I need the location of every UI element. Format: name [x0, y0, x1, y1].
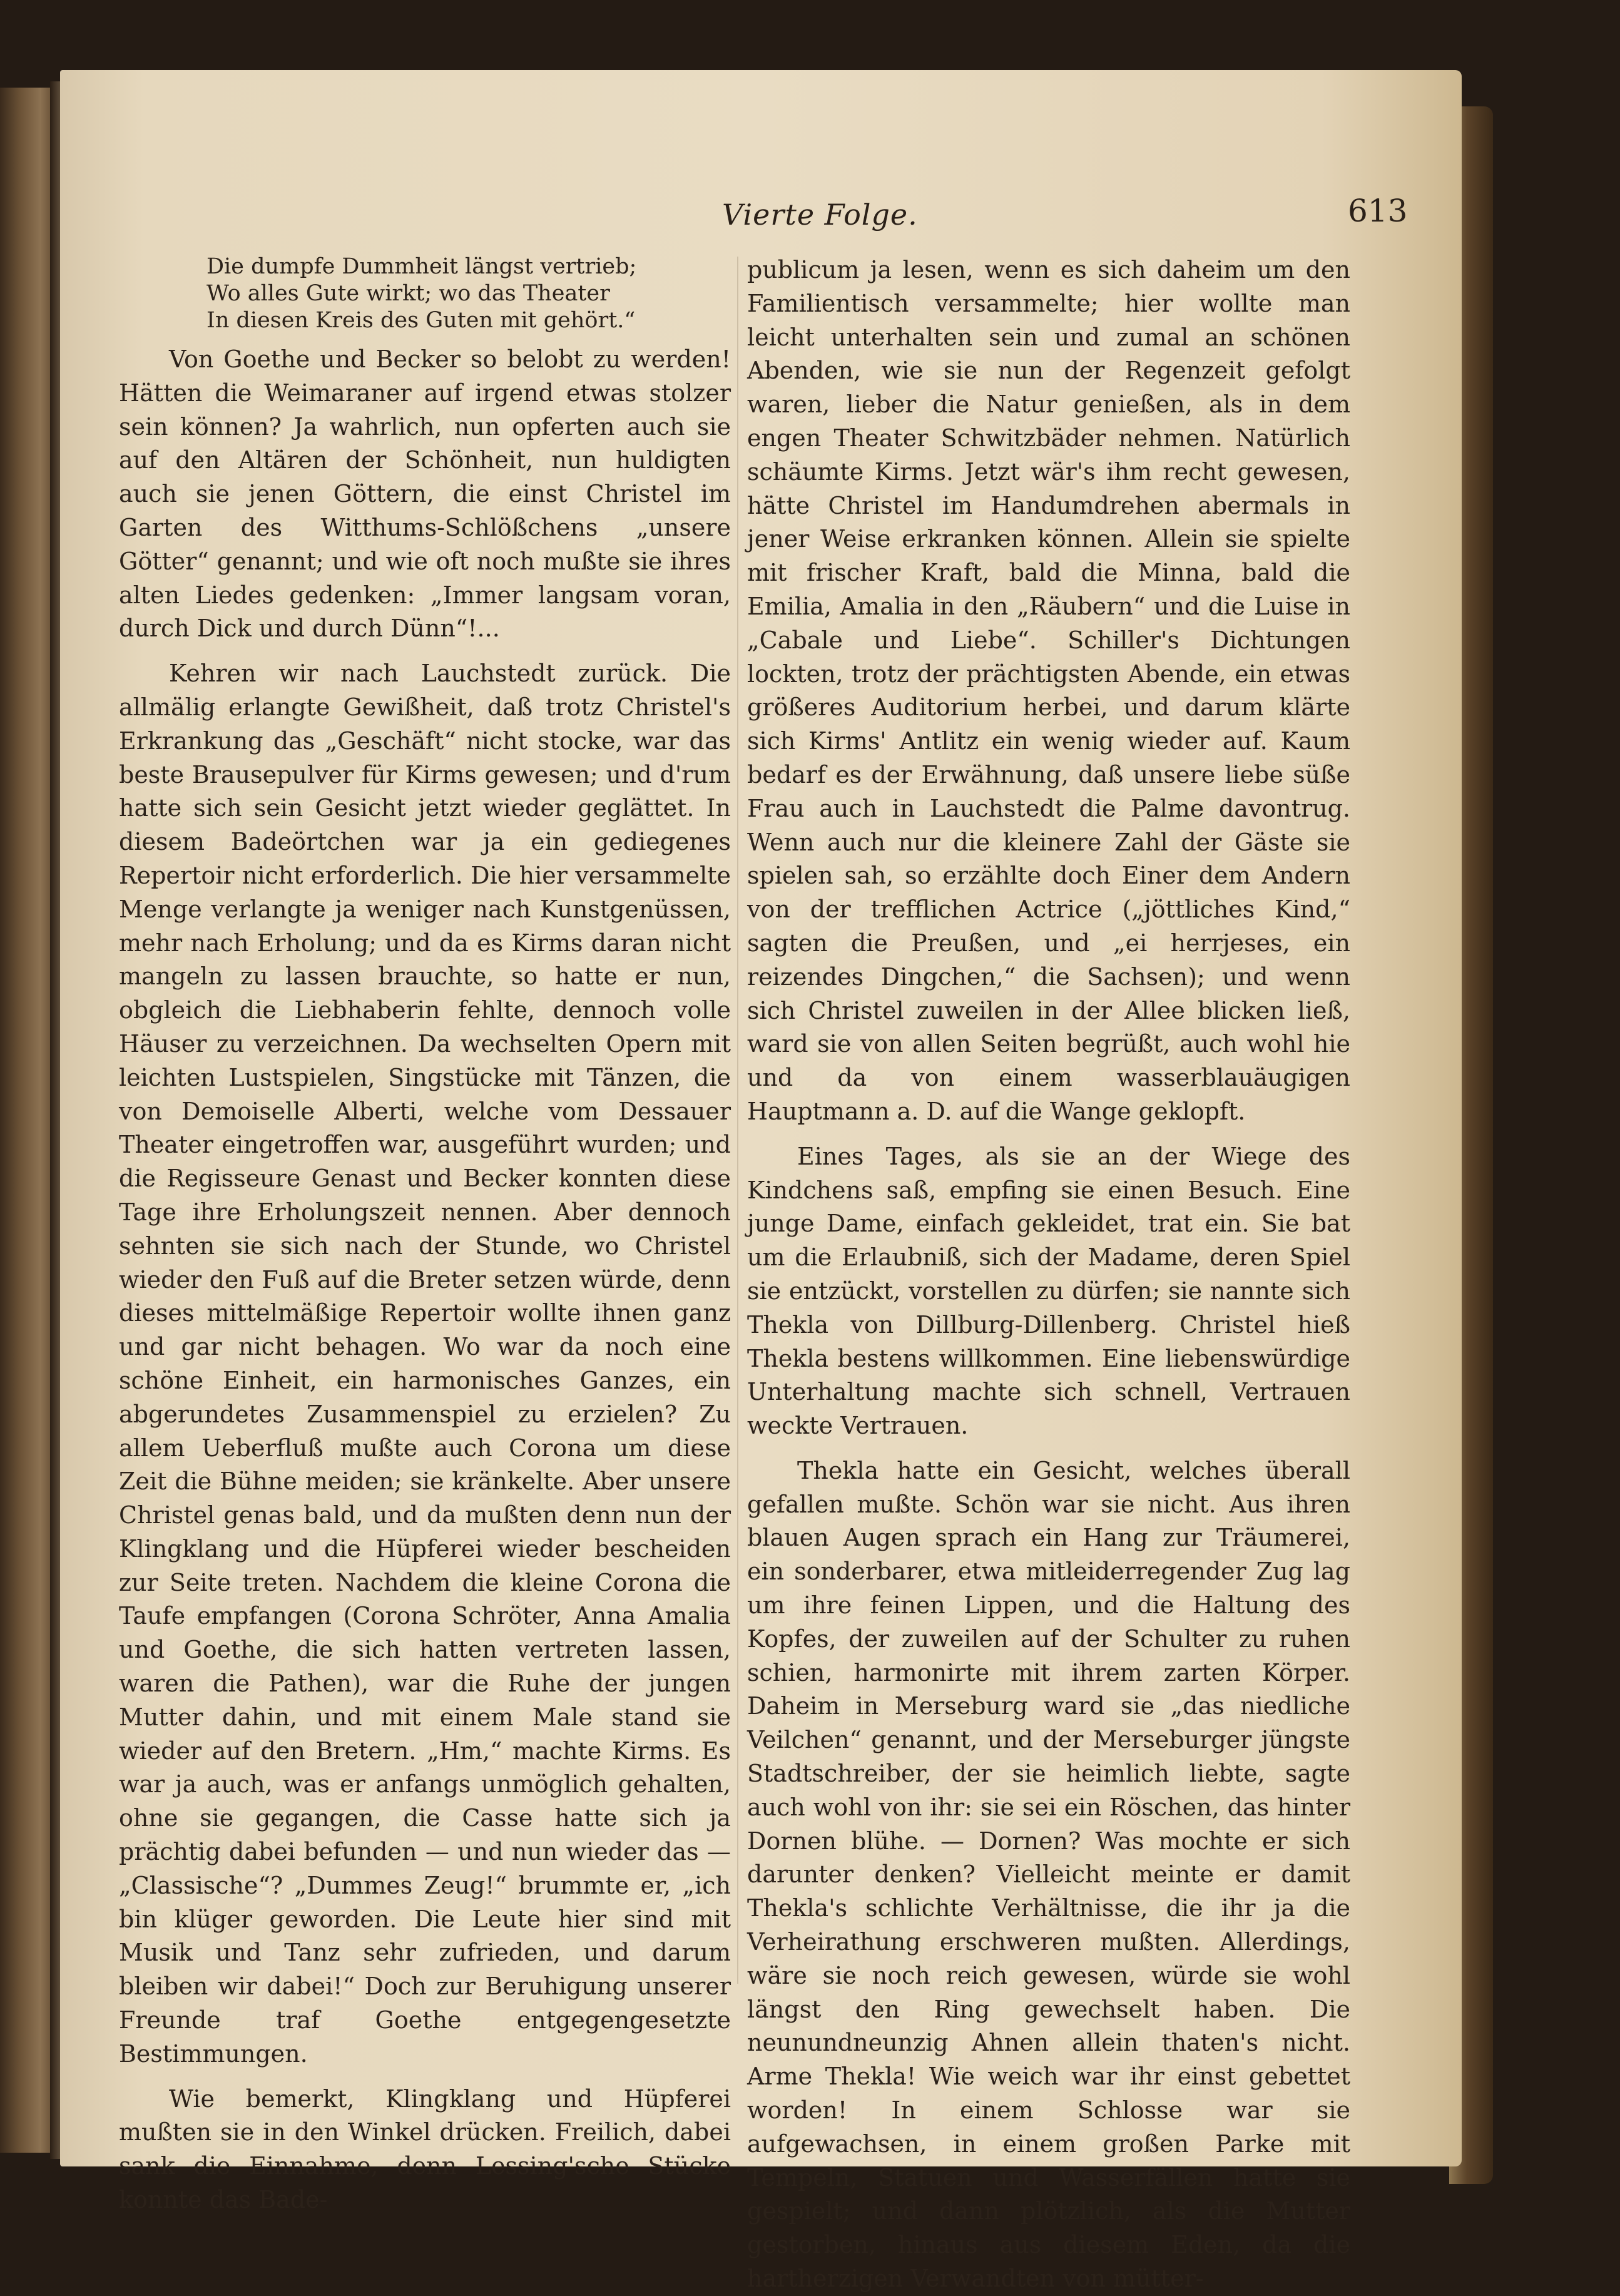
verse-line: Wo alles Gute wirkt; wo das Theater: [206, 281, 610, 306]
paragraph: Thekla hatte ein Gesicht, welches überall gefallen mußte. Schön war sie nicht. Aus ihren blauen Augen sprach ein Hang zur Träumerei, ein sonderbarer, etwa mitleiderregender Zug lag um ihre feinen Lippen, und die Haltung des Kopfes, der zuweilen auf der Schulter zu ruhen schien, harmonirte mit ihrem zarten Körper. Daheim in Merseburg ward sie „das niedliche Veilchen“ genannt, und der Merseburger jüngste Stadtschreiber, der sie heimlich liebte, sagte auch wohl von ihr: sie sei ein Röschen, das hinter Dornen blühe. — Dornen? Was mochte er sich darunter denken? Vielleicht meinte er damit Thekla's schlichte Verhältnisse, die ihr ja die Verheirathung erschweren mußten. Allerdings, wäre sie noch reich gewesen, würde sie wohl längst den Ring gewechselt haben. Die neunundneunzig Ahnen allein thaten's nicht. Arme Thekla! Wie weich war ihr einst gebettet worden! In einem Schlosse war sie aufgewachsen, in einem großen Parke mit Tempeln, Statuen und Wasserfällen hatte sie gespielt; und dann plötzlich, als die Mutter gestorben, hinaus aus diesem Eden, da die hartherzigen Verwandten von mütter-: [747, 1456, 1350, 2293]
left-text-column: [119, 253, 731, 2217]
verse-line: Die dumpfe Dummheit längst vertrieb;: [206, 254, 637, 279]
right-text-column: [747, 253, 1350, 2296]
paragraph-continuation: publicum ja lesen, wenn es sich daheim um den Familientisch versammelte; hier wollte man leicht unterhalten sein und zumal an schönen Abenden, wie sie nun der Regenzeit gefolgt waren, lieber die Natur genießen, als in dem engen Theater Schwitzbäder nehmen. Natürlich schäumte Kirms. Jetzt wär's ihm recht gewesen, hätte Christel im Handumdrehen abermals in jener Weise erkranken können. Allein sie spielte mit frischer Kraft, bald die Minna, bald die Emilia, Amalia in den „Räubern“ und die Luise in „Cabale und Liebe“. Schiller's Dichtungen lockten, trotz der prächtigsten Abende, ein etwas größeres Auditorium herbei, und darum klärte sich Kirms' Antlitz ein wenig wieder auf. Kaum bedarf es der Erwähnung, daß unsere liebe süße Frau auch in Lauchstedt die Palme davontrug. Wenn auch nur die kleinere Zahl der Gäste sie spielen sah, so erzählte doch Einer dem Andern von der trefflichen Actrice („jöttliches Kind,“ sagten die Preußen, und „ei herrjeses, ein reizendes Dingchen,“ die Sachsen); und wenn sich Christel zuweilen in der Allee blicken ließ, ward sie von allen Seiten begrüßt, auch wohl hie und da von einem wasserblauäugigen Hauptmann a. D. auf die Wange geklopft.: [747, 256, 1350, 1125]
running-title: Vierte Folge.: [722, 198, 918, 232]
facing-page-edge: [0, 88, 58, 2153]
paragraph: Wie bemerkt, Klingklang und Hüpferei mußten sie in den Winkel drücken. Freilich, dabei sank die Einnahme, denn Lessing'sche Stücke konnte das Bade-: [119, 2084, 731, 2214]
paragraph: Kehren wir nach Lauchstedt zurück. Die allmälig erlangte Gewißheit, daß trotz Christel's Erkrankung das „Geschäft“ nicht stocke, war das beste Brausepulver für Kirms gewesen; und d'rum hatte sich sein Gesicht jetzt wieder geglättet. In diesem Badeörtchen war ja ein gediegenes Repertoir nicht erforderlich. Die hier versammelte Menge verlangte ja weniger nach Kunstgenüssen, mehr nach Erholung; und da es Kirms daran nicht mangeln zu lassen brauchte, so hatte er nun, obgleich die Liebhaberin fehlte, dennoch volle Häuser zu verzeichnen. Da wechselten Opern mit leichten Lustspielen, Singstücke mit Tänzen, die von Demoiselle Alberti, welche vom Dessauer Theater eingetroffen war, ausgeführt wurden; und die Regisseure Genast und Becker konnten diese Tage ihre Erholungszeit nennen. Aber dennoch sehnten sie sich nach der Stunde, wo Christel wieder den Fuß auf die Breter setzen würde, denn dieses mittelmäßige Repertoir wollte ihnen ganz und gar nicht behagen. Wo war da noch eine schöne Einheit, ein harmonisches Ganzes, ein abgerundetes Zusammenspiel zu erzielen? Zu allem Ueberfluß mußte auch Corona um diese Zeit die Bühne meiden; sie kränkelte. Aber unsere Christel genas bald, und da mußten denn nun der Klingklang und die Hüpferei wieder bescheiden zur Seite treten. Nachdem die kleine Corona die Taufe empfangen (Corona Schröter, Anna Amalia und Goethe, die sich hatten vertreten lassen, waren die Pathen), war die Ruhe der jungen Mutter dahin, und mit einem Male stand sie wieder auf den Bretern. „Hm,“ machte Kirms. Es war ja auch, was er anfangs unmöglich gehalten, ohne sie gegangen, die Casse hatte sich ja prächtig dabei befunden — und nun wieder das — „Classische“? „Dummes Zeug!“ brummte er, „ich bin klüger geworden. Die Leute hier sind mit Musik und Tanz sehr zufrieden, und darum bleiben wir dabei!“ Doch zur Beruhigung unserer Freunde traf Goethe entgegengesetzte Bestimmungen.: [119, 660, 731, 2068]
verse-line: In diesen Kreis des Guten mit gehört.“: [206, 308, 636, 333]
verse-quote: [119, 253, 731, 334]
page-number: 613: [1348, 193, 1408, 229]
column-divider: [737, 257, 738, 1984]
paragraph: Von Goethe und Becker so belobt zu werden! Hätten die Weimaraner auf irgend etwas stolzer sein können? Ja wahrlich, nun opferten auch sie auf den Altären der Schönheit, nun huldigten auch sie jenen Göttern, die einst Christel im Garten des Witthums-Schlößchens „unsere Götter“ genannt; und wie oft noch mußte sie ihres alten Liedes gedenken: „Immer langsam voran, durch Dick und durch Dünn“!...: [119, 345, 731, 643]
paragraph: Eines Tages, als sie an der Wiege des Kindchens saß, empfing sie einen Besuch. Eine junge Dame, einfach gekleidet, trat ein. Sie bat um die Erlaubniß, sich der Madame, deren Spiel sie entzückt, vorstellen zu dürfen; sie nannte sich Thekla von Dillburg-Dillenberg. Christel hieß Thekla bestens willkommen. Eine liebenswürdige Unterhaltung machte sich schnell, Vertrauen weckte Vertrauen.: [747, 1142, 1350, 1440]
page-header: [60, 188, 1462, 244]
